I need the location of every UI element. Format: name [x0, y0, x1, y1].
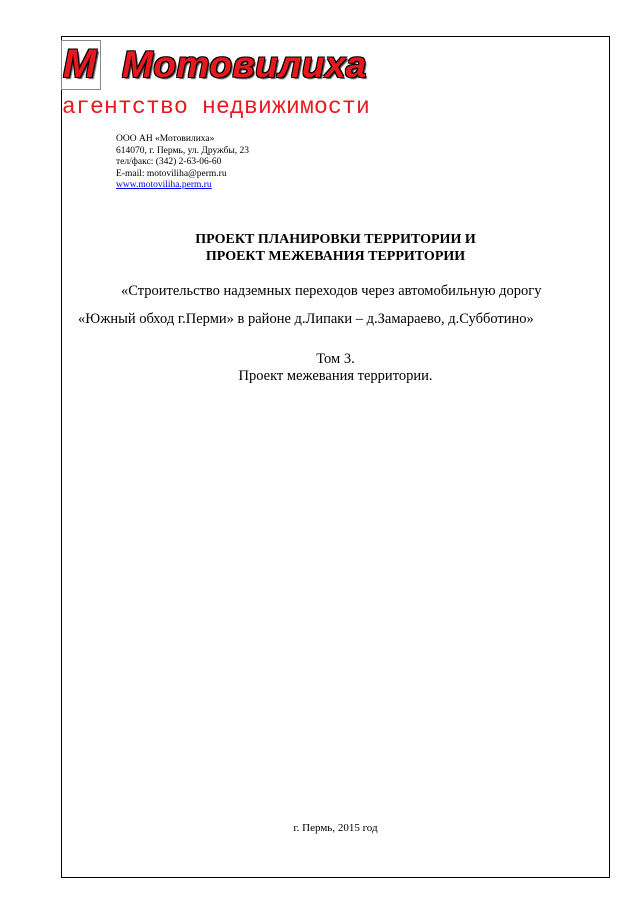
logo-name: Мотовилиха: [122, 44, 367, 85]
logo-letter: М: [63, 42, 97, 86]
document-title-line-2: ПРОЕКТ МЕЖЕВАНИЯ ТЕРРИТОРИИ: [205, 249, 466, 264]
company-phone: тел/факс: (342) 2-63-06-60: [116, 157, 222, 167]
contact-block: [116, 134, 249, 192]
logo-subtitle: агентство недвижимости: [62, 94, 371, 120]
company-address: 614070, г. Пермь, ул. Дружбы, 23: [116, 145, 250, 156]
document-title-line-1: ПРОЕКТ ПЛАНИРОВКИ ТЕРРИТОРИИ И: [195, 232, 476, 247]
company-website-link[interactable]: www.motoviliha.perm.ru: [116, 180, 212, 190]
company-email: E-mail: motoviliha@perm.ru: [116, 168, 227, 179]
volume-number: Том 3.: [316, 351, 355, 367]
company-name: ООО АН «Мотовилиха»: [116, 134, 215, 144]
volume-name: Проект межевания территории.: [238, 368, 433, 384]
place-and-year: г. Пермь, 2015 год: [293, 822, 378, 834]
project-name-line-2: «Южный обход г.Перми» в районе д.Липаки – д.Замараево, д.Субботино»: [78, 311, 534, 327]
project-name-line-1: «Строительство надземных переходов через автомобильную дорогу: [121, 283, 542, 299]
